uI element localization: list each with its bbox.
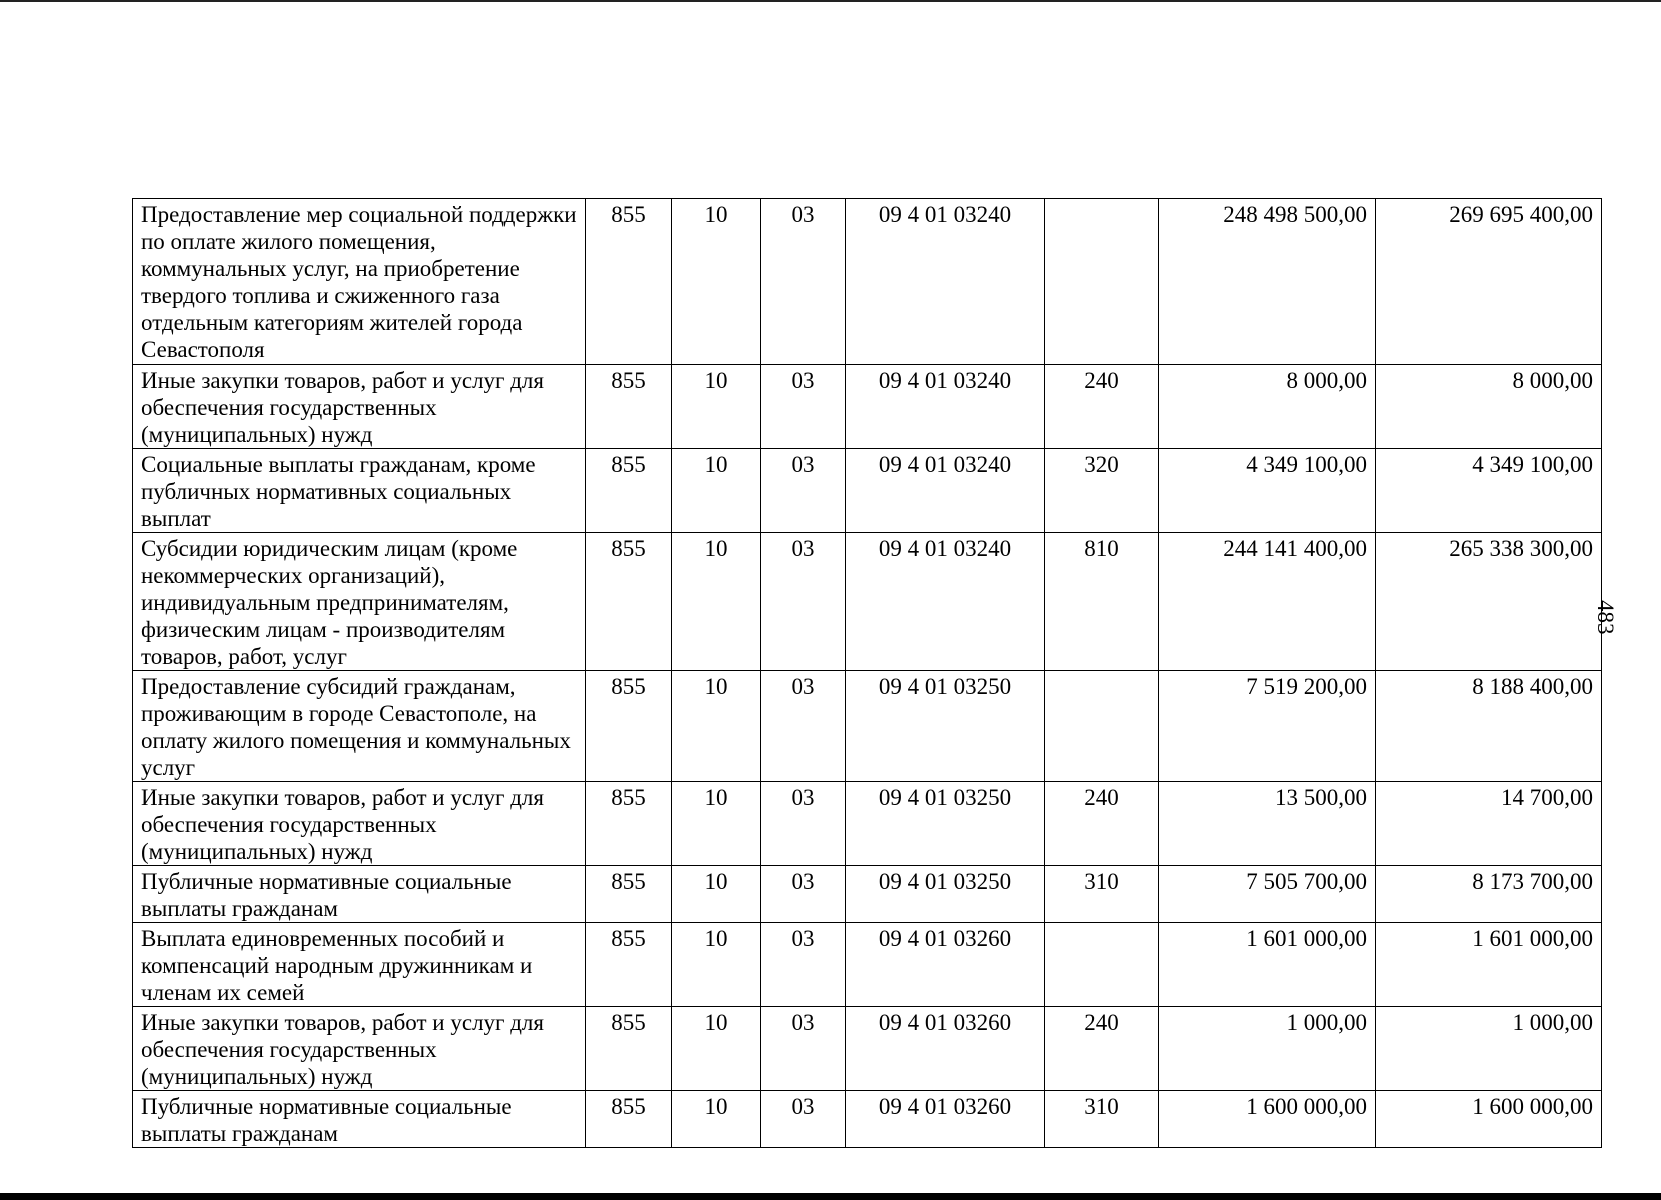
- table-row: [133, 923, 1602, 1007]
- expense-type-code: 310: [1045, 866, 1159, 923]
- section-code: 10: [672, 782, 761, 866]
- expense-type-code: [1045, 671, 1159, 782]
- amount-year2: 269 695 400,00: [1376, 199, 1602, 365]
- ministry-code: 855: [586, 1007, 672, 1091]
- amount-year1: 1 601 000,00: [1159, 923, 1376, 1007]
- amount-year1: 7 505 700,00: [1159, 866, 1376, 923]
- row-description: Субсидии юридическим лицам (кроме некоммерческих организаций), индивидуальным предпринимателям, физическим лицам - производителям товаров, работ, услуг: [133, 533, 586, 671]
- subsection-code: 03: [761, 923, 846, 1007]
- amount-year2: 8 188 400,00: [1376, 671, 1602, 782]
- target-article-code: 09 4 01 03240: [846, 365, 1045, 449]
- target-article-code: 09 4 01 03260: [846, 1007, 1045, 1091]
- table-row: [133, 866, 1602, 923]
- subsection-code: 03: [761, 199, 846, 365]
- amount-year1: 13 500,00: [1159, 782, 1376, 866]
- row-description: Социальные выплаты гражданам, кроме публичных нормативных социальных выплат: [133, 449, 586, 533]
- page-top-edge: [0, 0, 1661, 2]
- expense-type-code: 240: [1045, 782, 1159, 866]
- expense-type-code: 810: [1045, 533, 1159, 671]
- amount-year2: 1 600 000,00: [1376, 1091, 1602, 1148]
- target-article-code: 09 4 01 03250: [846, 866, 1045, 923]
- subsection-code: 03: [761, 449, 846, 533]
- target-article-code: 09 4 01 03250: [846, 782, 1045, 866]
- section-code: 10: [672, 199, 761, 365]
- amount-year1: 4 349 100,00: [1159, 449, 1376, 533]
- ministry-code: 855: [586, 365, 672, 449]
- target-article-code: 09 4 01 03240: [846, 199, 1045, 365]
- page-bottom-edge: [0, 1193, 1661, 1200]
- amount-year1: 1 000,00: [1159, 1007, 1376, 1091]
- budget-table: [132, 198, 1602, 1148]
- budget-table-body: [133, 199, 1602, 1148]
- table-row: [133, 782, 1602, 866]
- ministry-code: 855: [586, 866, 672, 923]
- subsection-code: 03: [761, 1091, 846, 1148]
- row-description: Предоставление мер социальной поддержки по оплате жилого помещения, коммунальных услуг, на приобретение твердого топлива и сжиженного газа отдельным категориям жителей города Севастополя: [133, 199, 586, 365]
- section-code: 10: [672, 671, 761, 782]
- ministry-code: 855: [586, 449, 672, 533]
- row-description: Публичные нормативные социальные выплаты гражданам: [133, 1091, 586, 1148]
- subsection-code: 03: [761, 671, 846, 782]
- expense-type-code: 310: [1045, 1091, 1159, 1148]
- row-description: Иные закупки товаров, работ и услуг для обеспечения государственных (муниципальных) нужд: [133, 782, 586, 866]
- amount-year1: 244 141 400,00: [1159, 533, 1376, 671]
- target-article-code: 09 4 01 03240: [846, 449, 1045, 533]
- row-description: Иные закупки товаров, работ и услуг для обеспечения государственных (муниципальных) нужд: [133, 1007, 586, 1091]
- amount-year2: 1 601 000,00: [1376, 923, 1602, 1007]
- subsection-code: 03: [761, 782, 846, 866]
- section-code: 10: [672, 1091, 761, 1148]
- row-description: Предоставление субсидий гражданам, проживающим в городе Севастополе, на оплату жилого помещения и коммунальных услуг: [133, 671, 586, 782]
- table-row: [133, 449, 1602, 533]
- subsection-code: 03: [761, 533, 846, 671]
- page-number: 483: [1593, 600, 1618, 635]
- ministry-code: 855: [586, 923, 672, 1007]
- amount-year2: 265 338 300,00: [1376, 533, 1602, 671]
- amount-year2: 8 000,00: [1376, 365, 1602, 449]
- ministry-code: 855: [586, 199, 672, 365]
- expense-type-code: [1045, 923, 1159, 1007]
- table-row: [133, 365, 1602, 449]
- section-code: 10: [672, 1007, 761, 1091]
- ministry-code: 855: [586, 671, 672, 782]
- amount-year2: 1 000,00: [1376, 1007, 1602, 1091]
- subsection-code: 03: [761, 1007, 846, 1091]
- target-article-code: 09 4 01 03250: [846, 671, 1045, 782]
- ministry-code: 855: [586, 782, 672, 866]
- subsection-code: 03: [761, 866, 846, 923]
- table-row: [133, 671, 1602, 782]
- expense-type-code: 240: [1045, 365, 1159, 449]
- target-article-code: 09 4 01 03240: [846, 533, 1045, 671]
- row-description: Иные закупки товаров, работ и услуг для обеспечения государственных (муниципальных) нужд: [133, 365, 586, 449]
- ministry-code: 855: [586, 533, 672, 671]
- section-code: 10: [672, 533, 761, 671]
- amount-year2: 8 173 700,00: [1376, 866, 1602, 923]
- target-article-code: 09 4 01 03260: [846, 923, 1045, 1007]
- expense-type-code: [1045, 199, 1159, 365]
- table-row: [133, 1091, 1602, 1148]
- section-code: 10: [672, 866, 761, 923]
- amount-year2: 4 349 100,00: [1376, 449, 1602, 533]
- target-article-code: 09 4 01 03260: [846, 1091, 1045, 1148]
- section-code: 10: [672, 923, 761, 1007]
- amount-year2: 14 700,00: [1376, 782, 1602, 866]
- subsection-code: 03: [761, 365, 846, 449]
- table-row: [133, 199, 1602, 365]
- ministry-code: 855: [586, 1091, 672, 1148]
- expense-type-code: 240: [1045, 1007, 1159, 1091]
- amount-year1: 7 519 200,00: [1159, 671, 1376, 782]
- row-description: Публичные нормативные социальные выплаты гражданам: [133, 866, 586, 923]
- row-description: Выплата единовременных пособий и компенсаций народным дружинникам и членам их семей: [133, 923, 586, 1007]
- amount-year1: 1 600 000,00: [1159, 1091, 1376, 1148]
- section-code: 10: [672, 365, 761, 449]
- expense-type-code: 320: [1045, 449, 1159, 533]
- section-code: 10: [672, 449, 761, 533]
- table-row: [133, 533, 1602, 671]
- amount-year1: 8 000,00: [1159, 365, 1376, 449]
- amount-year1: 248 498 500,00: [1159, 199, 1376, 365]
- table-row: [133, 1007, 1602, 1091]
